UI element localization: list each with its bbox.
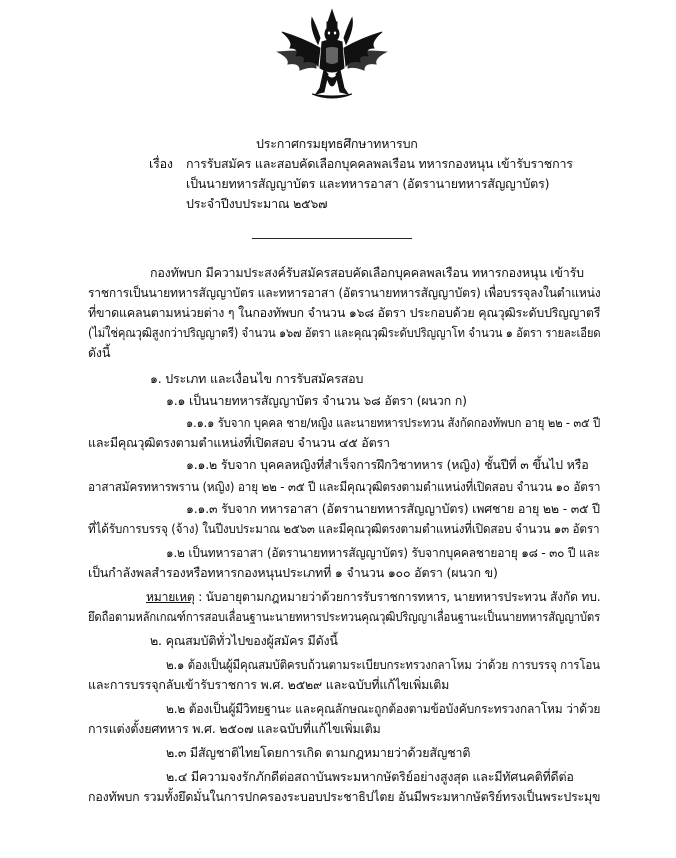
section2-2-line-2: การแต่งตั้งยศทหาร พ.ศ. ๒๕๐๗ และฉบับที่แก้ไขเพิ่มเติม [88,721,381,736]
note-line-1 [146,588,600,606]
section1-1-1-line-2: และมีคุณวุฒิตรงตามตำแหน่งที่เปิดสอบ จำนวน ๔๕ อัตรา [88,435,390,450]
subject-line-1: การรับสมัคร และสอบคัดเลือกบุคคลพลเรือน ทหารกองหนุน เข้ารับราชการ [186,156,573,171]
section1-1-2-line-1: ๑.๑.๒ รับจาก บุคคลหญิงที่สำเร็จการฝึกวิชาทหาร (หญิง) ชั้นปีที่ ๓ ขึ้นไป หรือ [186,457,589,472]
section2-1-line-1: ๒.๑ ต้องเป็นผู้มีคุณสมบัติครบถ้วนตามระเบียบกระทรวงกลาโหม ว่าด้วย การบรรจุ การโอน [166,657,600,672]
section2-3: ๒.๓ มีสัญชาติไทยโดยการเกิด ตามกฎหมายว่าด้วยสัญชาติ [166,745,471,760]
subject-label: เรื่อง [149,156,173,171]
intro-line-5: ดังนี้ [88,345,111,360]
intro-line-1: กองทัพบก มีความประสงค์รับสมัครสอบคัดเลือกบุคคลพลเรือน ทหารกองหนุน เข้ารับ [150,265,584,280]
section2-4-line-1: ๒.๔ มีความจงรักภักดีต่อสถาบันพระมหากษัตริย์อย่างสูงสุด และมีทัศนคติที่ดีต่อ [166,769,574,784]
garuda-emblem-icon [272,8,392,103]
section1-1: ๑.๑ เป็นนายทหารสัญญาบัตร จำนวน ๖๘ อัตรา (ผนวก ก) [166,393,467,408]
intro-line-4: (ไม่ใช่คุณวุฒิสูงกว่าปริญญาตรี) จำนวน ๑๖๗ อัตรา และคุณวุฒิระดับปริญญาโท จำนวน ๑ อัตรา รายละเอียด [88,325,601,340]
section1-1-2-line-2: อาสาสมัครทหารพราน (หญิง) อายุ ๒๒ - ๓๕ ปี และมีคุณวุฒิตรงตามตำแหน่งที่เปิดสอบ จำนวน ๑๐ อัตรา [88,479,601,494]
section1-1-3-line-1: ๑.๑.๓ รับจาก ทหารอาสา (อัตรานายทหารสัญญาบัตร) เพศชาย อายุ ๒๒ - ๓๕ ปี [186,501,600,516]
section1-1-3-line-2: ที่ได้รับการบรรจุ (จ้าง) ในปีงบประมาณ ๒๕๖๓ และมีคุณวุฒิตรงตามตำแหน่งที่เปิดสอบ จำนวน ๑๓ อัตรา [88,521,600,536]
section1-heading: ๑. ประเภท และเงื่อนไข การรับสมัครสอบ [150,371,364,386]
note-line-2: ยึดถือตามหลักเกณฑ์การสอบเลื่อนฐานะนายทหารประทวนคุณวุฒิปริญญาเลื่อนฐานะเป็นนายทหารสัญญาบัตร [88,609,600,624]
section1-2-line-2: เป็นกำลังพลสำรองหรือทหารกองหนุนประเภทที่ ๑ จำนวน ๑๐๐ อัตรา (ผนวก ข) [88,565,498,580]
intro-line-2: ราชการเป็นนายทหารสัญญาบัตร และทหารอาสา (อัตรานายทหารสัญญาบัตร) เพื่อบรรจุลงในตำแหน่ง [88,285,601,300]
section2-4-line-2: กองทัพบก รวมทั้งยึดมั่นในการปกครองระบอบประชาธิปไตย อันมีพระมหากษัตริย์ทรงเป็นพระประมุข [88,789,601,804]
subject-line-2: เป็นนายทหารสัญญาบัตร และทหารอาสา (อัตรานายทหารสัญญาบัตร) [186,176,550,191]
section1-1-1-line-1: ๑.๑.๑ รับจาก บุคคล ชาย/หญิง และนายทหารประทวน สังกัดกองทัพบก อายุ ๒๒ - ๓๕ ปี [186,415,601,430]
section2-2-line-1: ๒.๒ ต้องเป็นผู้มีวิทยฐานะ และคุณลักษณะถูกต้องตามข้อบังคับกระทรวงกลาโหม ว่าด้วย [166,701,601,716]
section1-2-line-1: ๑.๒ เป็นทหารอาสา (อัตรานายทหารสัญญาบัตร) รับจากบุคคลชายอายุ ๑๘ - ๓๐ ปี และ [166,545,600,560]
header-divider [252,238,412,239]
note-text: : นับอายุตามกฎหมายว่าด้วยการรับราชการทหาร, นายทหารประทวน สังกัด ทบ. [194,589,601,604]
subject-line-3: ประจำปีงบประมาณ ๒๕๖๗ [186,196,328,211]
intro-line-3: ที่ขาดแคลนตามหน่วยต่าง ๆ ในกองทัพบก จำนวน ๑๖๘ อัตรา ประกอบด้วย คุณวุฒิระดับปริญญาตรี [88,305,601,320]
note-label: หมายเหตุ [146,589,195,604]
section2-1-line-2: และการบรรจุกลับเข้ารับราชการ พ.ศ. ๒๕๒๙ และฉบับที่แก้ไขเพิ่มเติม [88,677,450,692]
section2-heading: ๒. คุณสมบัติทั่วไปของผู้สมัคร มีดังนี้ [150,633,338,648]
document-title: ประกาศกรมยุทธศึกษาทหารบก [256,136,418,151]
